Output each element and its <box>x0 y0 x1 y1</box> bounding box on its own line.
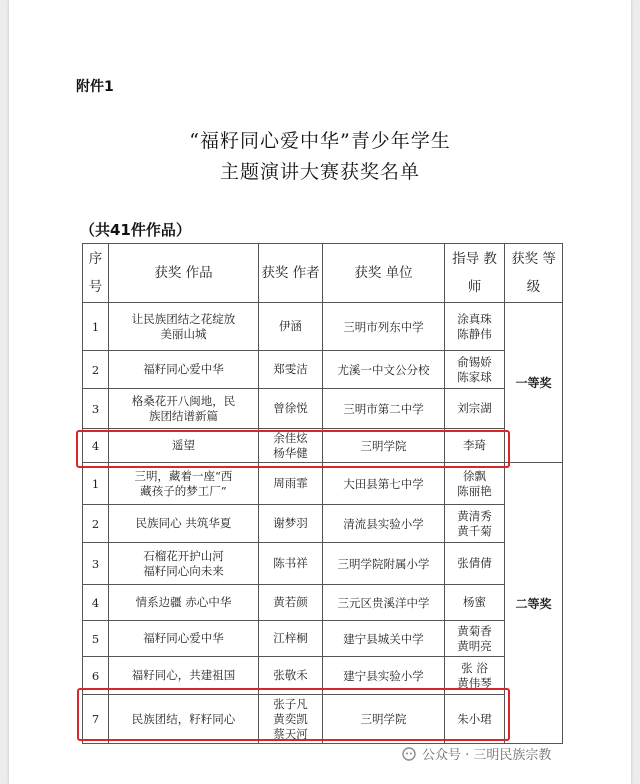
cell-no: 5 <box>83 621 109 657</box>
cell-unit: 三明学院 <box>323 695 445 744</box>
cell-teacher: 黄清秀 黄千菊 <box>445 505 505 543</box>
cell-work: 情系边疆 赤心中华 <box>109 585 259 621</box>
header-level: 获奖 等级 <box>505 244 563 303</box>
cell-no: 1 <box>83 463 109 505</box>
cell-unit: 建宁县实验小学 <box>323 657 445 695</box>
table-row <box>83 657 563 695</box>
cell-teacher: 张 浴 黄伟琴 <box>445 657 505 695</box>
cell-unit: 三明学院 <box>323 429 445 463</box>
header-teacher: 指导 教师 <box>445 244 505 303</box>
cell-no: 6 <box>83 657 109 695</box>
works-count-note: （共41件作品） <box>80 221 191 239</box>
table-row <box>83 389 563 429</box>
table-row <box>83 303 563 351</box>
cell-work: 福籽同心爱中华 <box>109 351 259 389</box>
cell-author: 张敬禾 <box>259 657 323 695</box>
table-row <box>83 351 563 389</box>
cell-unit: 尤溪一中文公分校 <box>323 351 445 389</box>
cell-award-level: 二等奖 <box>505 463 563 744</box>
cell-unit: 清流县实验小学 <box>323 505 445 543</box>
cell-teacher: 黄菊香 黄明亮 <box>445 621 505 657</box>
cell-author: 曾徐悦 <box>259 389 323 429</box>
wechat-icon <box>402 747 416 761</box>
cell-unit: 三明市第二中学 <box>323 389 445 429</box>
cell-teacher: 朱小珺 <box>445 695 505 744</box>
cell-award-level: 一等奖 <box>505 303 563 463</box>
cell-author: 谢梦羽 <box>259 505 323 543</box>
cell-work: 让民族团结之花绽放 美丽山城 <box>109 303 259 351</box>
table-row <box>83 429 563 463</box>
table-row <box>83 543 563 585</box>
document-title-line2: 主题演讲大赛获奖名单 <box>219 161 420 183</box>
cell-no: 2 <box>83 505 109 543</box>
cell-unit: 建宁县城关中学 <box>323 621 445 657</box>
cell-unit: 大田县第七中学 <box>323 463 445 505</box>
header-no: 序 号 <box>83 244 109 303</box>
cell-no: 4 <box>83 429 109 463</box>
cell-no: 1 <box>83 303 109 351</box>
cell-teacher: 杨蜜 <box>445 585 505 621</box>
cell-author: 陈书祥 <box>259 543 323 585</box>
cell-author: 江梓桐 <box>259 621 323 657</box>
cell-teacher: 张倩倩 <box>445 543 505 585</box>
cell-no: 3 <box>83 389 109 429</box>
table-row <box>83 463 563 505</box>
cell-teacher: 李琦 <box>445 429 505 463</box>
table-row <box>83 585 563 621</box>
cell-author: 黄若颜 <box>259 585 323 621</box>
cell-author: 余佳炫 杨华健 <box>259 429 323 463</box>
header-work: 获奖 作品 <box>109 244 259 303</box>
document-title-line1: “福籽同心爱中华”青少年学生 <box>189 130 451 152</box>
cell-work: 福籽同心，共建祖国 <box>109 657 259 695</box>
watermark-text: 公众号 · 三明民族宗教 <box>422 748 552 763</box>
cell-work: 民族团结，籽籽同心 <box>109 695 259 744</box>
cell-teacher: 涂真珠 陈静伟 <box>445 303 505 351</box>
table-row <box>83 505 563 543</box>
cell-author: 张子凡 黄奕凯 蔡天河 <box>259 695 323 744</box>
cell-work: 石榴花开护山河 福籽同心向未来 <box>109 543 259 585</box>
cell-work: 遥望 <box>109 429 259 463</box>
cell-teacher: 俞锡娇 陈家球 <box>445 351 505 389</box>
attachment-label: 附件1 <box>76 79 114 95</box>
cell-work: 民族同心 共筑华夏 <box>109 505 259 543</box>
cell-unit: 三明市列东中学 <box>323 303 445 351</box>
table-row <box>83 695 563 744</box>
watermark <box>402 744 551 763</box>
award-table <box>82 243 563 744</box>
cell-teacher: 徐飘 陈丽艳 <box>445 463 505 505</box>
cell-no: 4 <box>83 585 109 621</box>
header-unit: 获奖 单位 <box>323 244 445 303</box>
cell-author: 郑雯洁 <box>259 351 323 389</box>
cell-work: 福籽同心爱中华 <box>109 621 259 657</box>
cell-work: 格桑花开八闽地，民 族团结谱新篇 <box>109 389 259 429</box>
cell-author: 周雨霏 <box>259 463 323 505</box>
cell-unit: 三元区贵溪洋中学 <box>323 585 445 621</box>
cell-unit: 三明学院附属小学 <box>323 543 445 585</box>
cell-author: 伊涵 <box>259 303 323 351</box>
cell-no: 2 <box>83 351 109 389</box>
cell-no: 3 <box>83 543 109 585</box>
cell-teacher: 刘宗湖 <box>445 389 505 429</box>
table-row <box>83 621 563 657</box>
cell-no: 7 <box>83 695 109 744</box>
table-header-row <box>83 244 563 303</box>
header-author: 获奖 作者 <box>259 244 323 303</box>
cell-work: 三明，藏着一座“西 藏孩子的梦工厂” <box>109 463 259 505</box>
